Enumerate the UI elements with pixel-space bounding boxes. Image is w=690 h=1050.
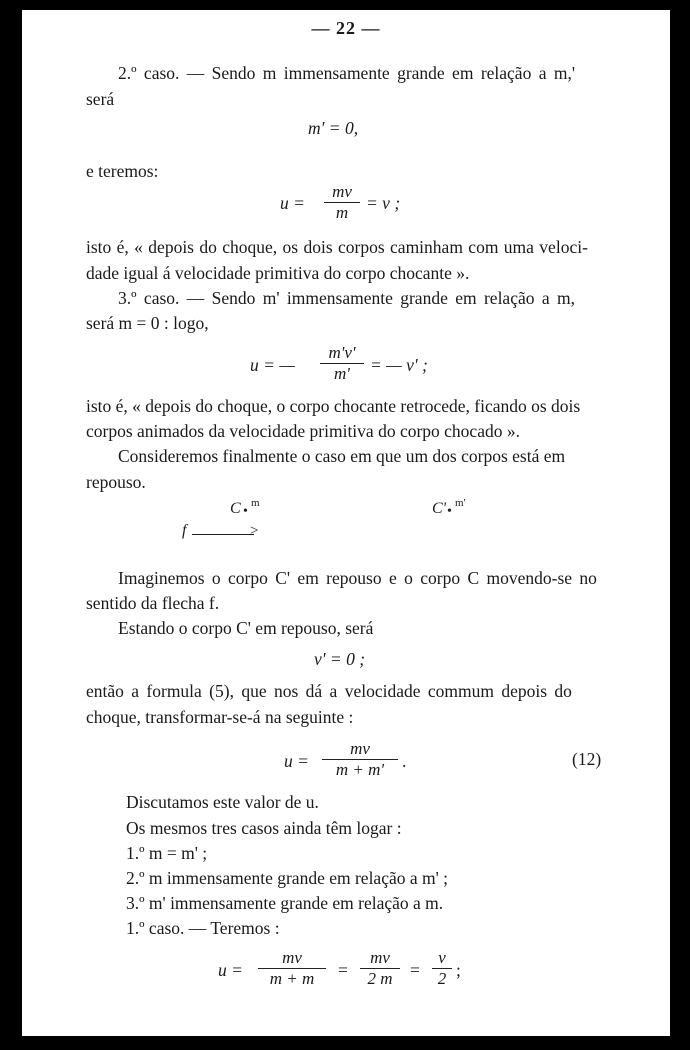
text-line: 3.º caso. — Sendo m' immensamente grande em relação a m, [118,288,575,308]
eq5-numerator: mv [350,739,370,758]
eq3-fraction [320,343,364,384]
text-line: repouso. [86,472,146,492]
text-line: Imaginemos o corpo C' em repouso e o corpo C movendo-se no [118,568,597,588]
body-c-mass: m [251,497,260,509]
arrow-shaft [192,534,254,535]
eq5-dot: . [402,751,407,771]
text-line: dade igual á velocidade primitiva do corpo chocante ». [86,263,470,283]
body-c-prime-label: C' [432,500,447,517]
eq3-numerator: m'v' [328,343,356,362]
body-c-prime-mass: m' [455,497,466,509]
eq6-fraction-3 [432,948,452,989]
equation-v-prime-zero: v' = 0 ; [314,649,366,669]
text-line: 1.º m = m' ; [126,843,208,863]
eq6-equals-1: = [338,960,348,980]
equation-number: (12) [572,749,602,769]
eq3-right: = — v' ; [370,355,428,375]
text-line: choque, transformar-se-á na seguinte : [86,707,354,727]
eq6-numerator-2: mv [370,948,390,967]
text-line: então a formula (5), que nos dá a velocidade commum depois do [86,681,572,701]
arrow-label: f [182,522,187,539]
document-page [22,10,670,1036]
eq2-left: u = [280,193,305,213]
eq6-equals-2: = [410,960,420,980]
eq6-denominator-2: 2 m [360,968,400,989]
eq6-semicolon: ; [456,960,461,980]
text-line: e teremos: [86,161,159,181]
eq2-fraction [324,182,360,223]
eq3-left: u = — [250,355,295,375]
text-line: Discutamos este valor de u. [126,792,319,812]
eq6-numerator-3: v [438,948,446,967]
body-c-prime-dot: • [447,504,452,519]
body-c-label: C [230,500,241,517]
eq6-fraction-2 [360,948,400,989]
text-line: isto é, « depois do choque, os dois corpos caminham com uma veloci- [86,237,588,257]
eq2-numerator: mv [332,182,352,201]
eq6-numerator-1: mv [282,948,302,967]
text-line: 3.º m' immensamente grande em relação a m. [126,893,444,913]
text-line: Estando o corpo C' em repouso, será [118,618,374,638]
equation-m-prime-zero: m' = 0, [308,118,359,138]
text-line: 2.º caso. — Sendo m immensamente grande em relação a m,' [118,63,575,83]
eq6-denominator-1: m + m [258,968,326,989]
text-line: será [86,89,115,109]
eq6-denominator-3: 2 [432,968,452,989]
eq2-right: = v ; [366,193,401,213]
text-line: sentido da flecha f. [86,593,220,613]
body-c-dot: • [243,504,248,519]
text-line: isto é, « depois do choque, o corpo chocante retrocede, ficando os dois [86,396,581,416]
eq5-fraction [322,739,398,780]
arrow-head-icon: > [250,523,259,539]
page-number: — 22 — [311,18,381,38]
text-line: Consideremos finalmente o caso em que um dos corpos está em [118,446,566,466]
eq6-fraction-1 [258,948,326,989]
text-line: Os mesmos tres casos ainda têm logar : [126,818,402,838]
text-line: 2.º m immensamente grande em relação a m' ; [126,868,448,888]
eq2-denominator: m [324,202,360,223]
eq3-denominator: m' [320,363,364,384]
eq6-left: u = [218,960,243,980]
text-line: será m = 0 : logo, [86,313,209,333]
text-line: corpos animados da velocidade primitiva do corpo chocado ». [86,421,520,441]
eq5-denominator: m + m' [322,759,398,780]
text-line: 1.º caso. — Teremos : [126,918,280,938]
eq5-left: u = [284,751,309,771]
